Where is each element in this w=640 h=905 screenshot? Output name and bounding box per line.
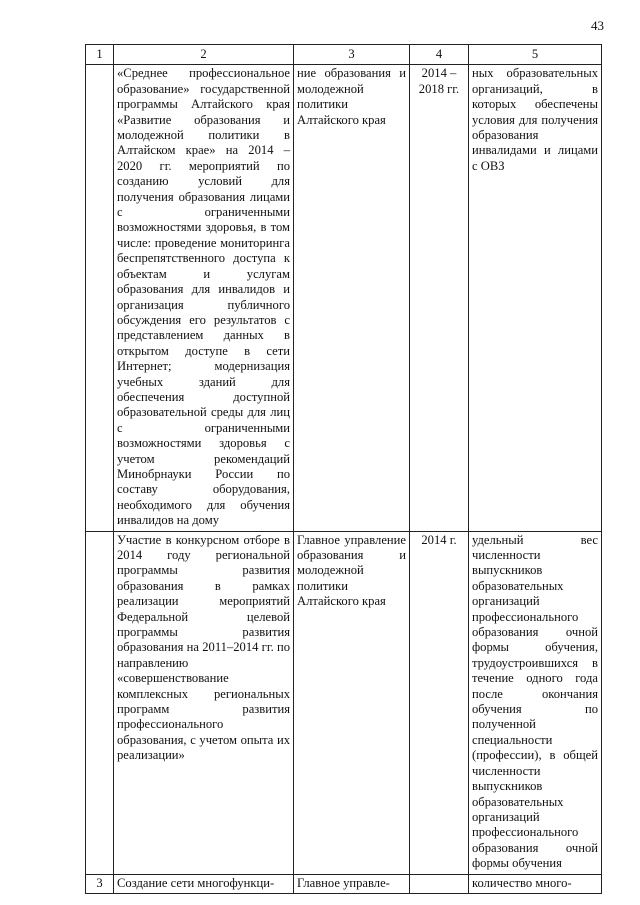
period-cell	[410, 874, 469, 893]
column-header: 5	[469, 45, 602, 65]
period-cell: 2014 – 2018 гг.	[410, 65, 469, 531]
column-header: 1	[86, 45, 114, 65]
responsible-cell: Главное управление образования и молодежной политики Алтайского края	[294, 531, 410, 874]
action-cell: Создание сети многофункци-	[114, 874, 294, 893]
indicator-cell: количество много-	[469, 874, 602, 893]
action-cell: Участие в конкурсном отборе в 2014 году региональной программы развития образования в рамках реализации мероприятий Федеральной целевой программы развития образования на 2011–2014 гг. по направлению «совершенствование комплексных региональных программ развития профессионального образования, с учетом опыта их реализации»	[114, 531, 294, 874]
responsible-cell: Главное управле-	[294, 874, 410, 893]
column-header: 4	[410, 45, 469, 65]
table-header-row	[86, 45, 602, 65]
row-number-cell	[86, 65, 114, 531]
action-cell: «Среднее профессиональное образование» государственной программы Алтайского края «Развитие образования и молодежной политики в Алтайском крае» на 2014 – 2020 гг. мероприятий по созданию условий для получения образования лицами с ограниченными возможностями здоровья, в том числе: проведение мониторинга беспрепятственного доступа к объектам и услугам образования для инвалидов и организация публичного обсуждения его результатов с представлением данных в открытом доступе в сети Интернет; модернизация учебных зданий для обеспечения доступной образовательной среды для лиц с ограниченными возможностями здоровья с учетом рекомендаций Минобрнауки России по составу оборудования, необходимого для обучения инвалидов на дому	[114, 65, 294, 531]
row-number-cell: 3	[86, 874, 114, 893]
measures-table	[85, 44, 602, 894]
column-header: 2	[114, 45, 294, 65]
column-header: 3	[294, 45, 410, 65]
table-row	[86, 874, 602, 893]
table-row	[86, 65, 602, 531]
indicator-cell: удельный вес численности выпускников образовательных организаций профессионального образования очной формы обучения, трудоустроившихся в течение одного года после окончания обучения по полученной специальности (профессии), в общей численности выпускников образовательных организаций профессионального образования очной формы обучения	[469, 531, 602, 874]
table-row	[86, 531, 602, 874]
page-number: 43	[591, 18, 604, 33]
period-cell: 2014 г.	[410, 531, 469, 874]
responsible-cell: ние образования и молодежной политики Алтайского края	[294, 65, 410, 531]
row-number-cell	[86, 531, 114, 874]
indicator-cell: ных образовательных организаций, в которых обеспечены условия для получения образования инвалидами и лицами с ОВЗ	[469, 65, 602, 531]
